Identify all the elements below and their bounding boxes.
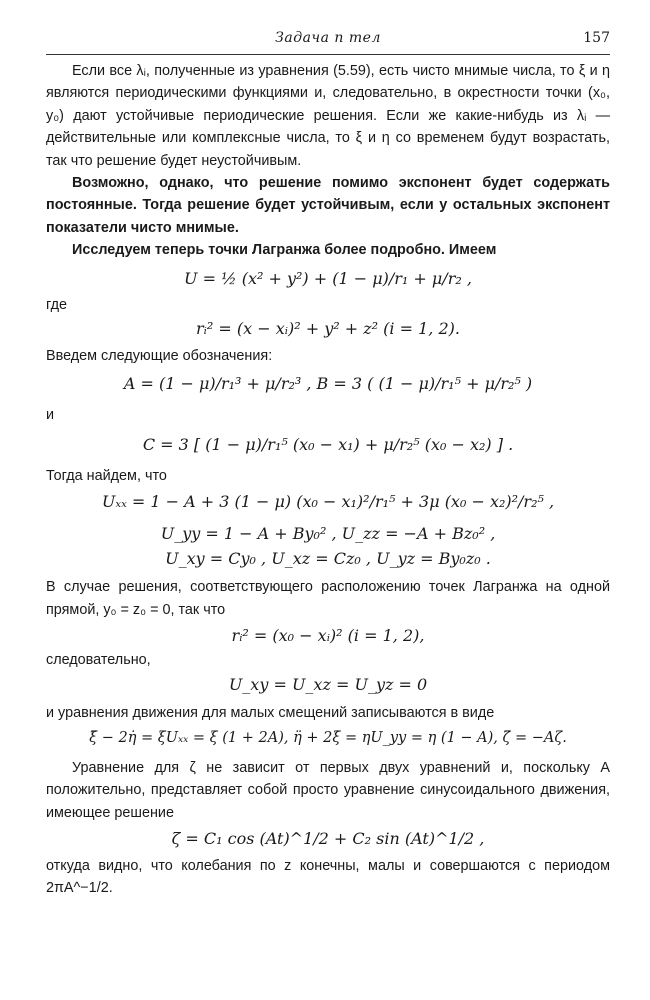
text-therefore: следовательно, [46,652,151,669]
paragraph-zeta: Уравнение для ζ не зависит от первых двух уравнений и, поскольку A положительно, представляет собой просто уравнение синусоидального движения, имеющее решение [46,759,610,821]
formula-zeta-solution: ζ = C₁ cos (At)^1/2 + C₂ sin (At)^1/2 , [171,829,485,849]
formula-c: C = 3 [ (1 − μ)/r₁⁵ (x₀ − x₁) + μ/r₂⁵ (x₀ − x₂) ] . [142,435,514,455]
formula-radii-collinear: rᵢ² = (x₀ − xᵢ)² (i = 1, 2), [231,625,425,645]
paragraph-stability: Если все λᵢ, полученные из уравнения (5.59), есть чисто мнимые числа, то ξ и η являются периодическими функциями и, следовательно, в окрестности точки (x₀, y₀) дают устойчивые периодические решения. Если же какие-нибудь из λᵢ — действительные или комплексные числа, то ξ и η со временем будут возрастать, так что решение будет неустойчивым. [46,63,610,169]
formula-uxy: U_xy = Cy₀ , U_xz = Cz₀ , U_yz = By₀z₀ . [165,548,491,568]
formula-potential: U = ½ (x² + y²) + (1 − μ)/r₁ + μ/r₂ , [184,268,472,288]
text-then: Тогда найдем, что [46,467,167,484]
text-introduce: Введем следующие обозначения: [46,347,273,364]
page-header [46,28,610,55]
page-body [46,60,610,899]
paragraph-lagrange: Исследуем теперь точки Лагранжа более подробно. Имеем [72,242,497,259]
word-gde: где [46,297,68,314]
paragraph-constants: Возможно, однако, что решение помимо экспонент будет содержать постоянные. Тогда решение будет устойчивым, если у остальных экспонент показатели чисто мнимые. [46,175,610,236]
formula-uxx: Uₓₓ = 1 − A + 3 (1 − μ) (x₀ − x₁)²/r₁⁵ + 3μ (x₀ − x₂)²/r₂⁵ , [101,491,555,511]
text-closing: откуда видно, что колебания по z конечны, малы и совершаются с периодом 2πA^−1/2. [46,857,610,896]
formula-radii: rᵢ² = (x − xᵢ)² + y² + z² (i = 1, 2). [196,319,460,339]
formula-uyy-uzz: U_yy = 1 − A + By₀² , U_zz = −A + Bz₀² , [160,524,496,544]
page-number: 157 [583,30,610,46]
running-title: Задача n тел [275,30,381,46]
formula-zero-mixed: U_xy = U_xz = U_yz = 0 [228,674,428,694]
word-and: и [46,406,55,423]
text-small-displacements: и уравнения движения для малых смещений записываются в виде [46,705,495,722]
formula-equations-motion: ξ̈ − 2η̇ = ξUₓₓ = ξ (1 + 2A), η̈ + 2ξ̇ = ηU_yy = η (1 − A), ζ̈ = −Aζ. [89,729,567,746]
text-collinear: В случае решения, соответствующего расположению точек Лагранжа на одной прямой, y₀ = z₀ = 0, так что [46,579,610,618]
formula-a-b: A = (1 − μ)/r₁³ + μ/r₂³ , B = 3 ( (1 − μ)/r₁⁵ + μ/r₂⁵ ) [123,374,533,394]
